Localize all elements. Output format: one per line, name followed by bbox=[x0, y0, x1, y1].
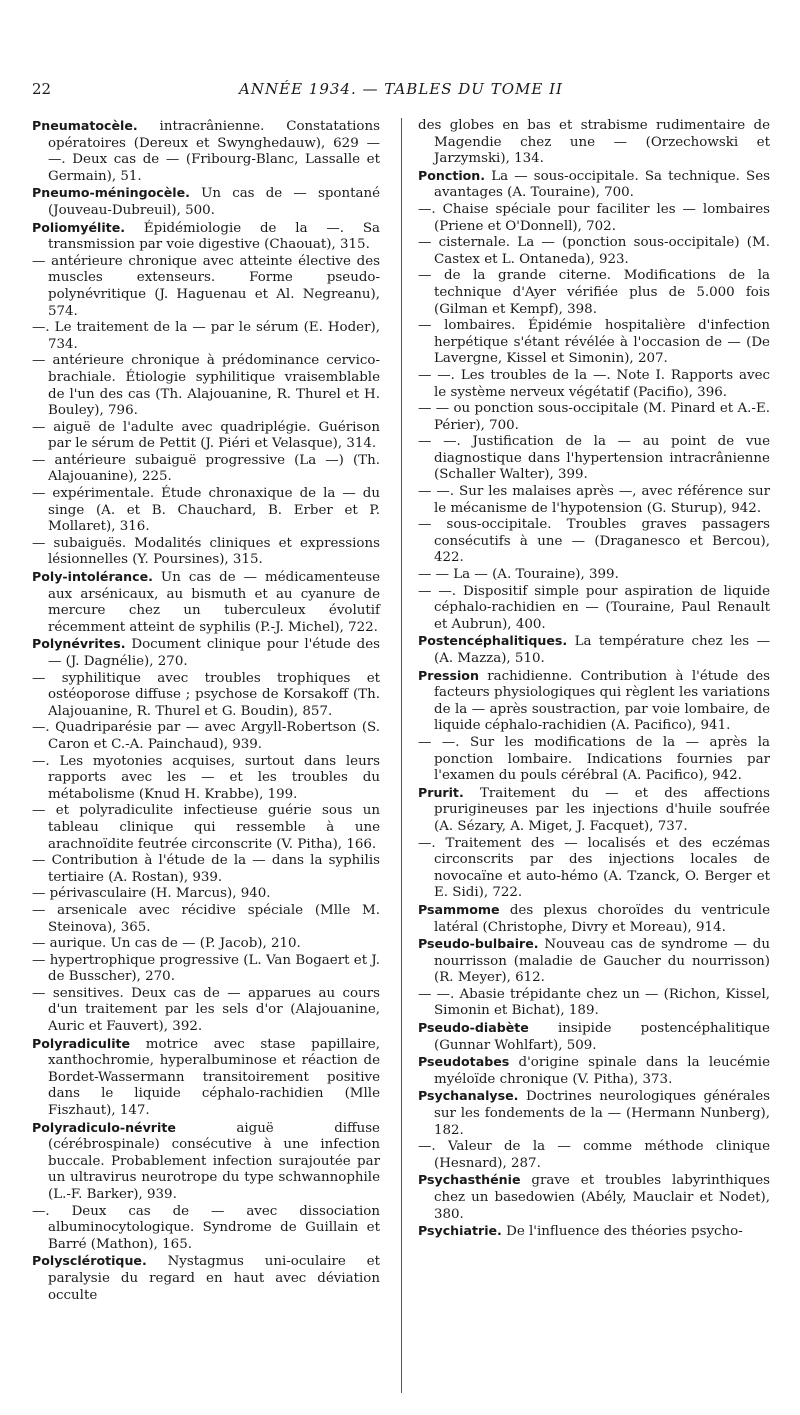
column-divider bbox=[401, 118, 402, 1393]
entry-headword: Ponction. bbox=[418, 167, 486, 183]
index-entry bbox=[418, 368, 770, 401]
entry-text: — cisternale. La — (ponction sous-occipitale) (M. Castex et L. Ontaneda), 923. bbox=[418, 235, 770, 267]
running-title: ANNÉE 1934. — TABLES DU TOME II bbox=[239, 80, 563, 98]
index-entry bbox=[418, 836, 770, 902]
index-entry bbox=[418, 1223, 770, 1241]
entry-headword: Psammome bbox=[418, 901, 500, 917]
entry-text: aiguë diffuse (cérébrospinale) consécutive à une infection buccale. Probablement infection surajoutée par un ultravirus neurotrope du type schwannophile (L.-F. Barker), 939. bbox=[48, 1120, 380, 1202]
entry-headword: Postencéphalitiques. bbox=[418, 633, 568, 649]
entry-headword: Prurit. bbox=[418, 784, 464, 800]
entry-headword: Pneumatocèle. bbox=[32, 118, 138, 133]
entry-text: — —. Sur les malaises après —, avec référence sur le mécanisme de l'hypotension (G. Sturup), 942. bbox=[418, 484, 770, 516]
entry-text: — périvasculaire (H. Marcus), 940. bbox=[32, 886, 271, 902]
entry-headword: Pseudo-diabète bbox=[418, 1020, 529, 1036]
index-entry bbox=[418, 434, 770, 484]
index-entry bbox=[418, 567, 770, 584]
index-entry bbox=[418, 484, 770, 517]
entry-text: — sous-occipitale. Troubles graves passagers consécutifs à une — (Draganesco et Bercou), 422. bbox=[418, 517, 770, 566]
entry-text: Un cas de — médicamenteuse aux arsénicaux, au bismuth et au cyanure de mercure chez un tuberculeux évolutif récemment atteint de syphilis (P.-J. Michel), 722. bbox=[48, 570, 380, 635]
index-entry bbox=[418, 401, 770, 434]
entry-text: — Contribution à l'étude de la — dans la syphilis tertiaire (A. Rostan), 939. bbox=[32, 853, 380, 885]
entry-text: — arsenicale avec récidive spéciale (Mlle M. Steinova), 365. bbox=[32, 902, 380, 935]
entry-headword: Pression bbox=[418, 667, 479, 683]
index-entry bbox=[32, 1204, 380, 1254]
entry-text: —. Valeur de la — comme méthode clinique (Hesnard), 287. bbox=[418, 1139, 770, 1171]
entry-text: La température chez les — (A. Mazza), 510. bbox=[434, 634, 770, 666]
index-entry bbox=[32, 754, 380, 804]
index-entry bbox=[418, 987, 770, 1020]
index-entry bbox=[32, 569, 380, 636]
entry-text: des plexus choroïdes du ventricule latéral (Christophe, Divry et Moreau), 914. bbox=[434, 902, 770, 935]
index-entry bbox=[418, 1139, 770, 1172]
index-entry bbox=[418, 517, 770, 567]
index-entry bbox=[32, 953, 380, 986]
entry-headword: Psychiatrie. bbox=[418, 1223, 502, 1239]
index-entry bbox=[418, 902, 770, 936]
index-entry bbox=[418, 668, 770, 735]
page-number: 22 bbox=[32, 80, 52, 98]
index-entry bbox=[32, 420, 380, 453]
index-entry bbox=[32, 185, 380, 219]
index-entry bbox=[32, 536, 380, 569]
entry-text: — aiguë de l'adulte avec quadriplégie. Guérison par le sérum de Pettit (J. Piéri et Velasque), 314. bbox=[32, 419, 380, 452]
index-entry bbox=[32, 353, 380, 419]
entry-text: — antérieure chronique à prédominance cervico-brachiale. Étiologie syphilitique vraisemblable de l'un des cas (Th. Alajouanine, R. Thurel et H. Bouley), 796. bbox=[32, 353, 380, 419]
entry-text: Nystagmus uni-oculaire et paralysie du regard en haut avec déviation occulte bbox=[48, 1254, 380, 1303]
index-entry bbox=[418, 936, 770, 987]
entry-text: —. Les myotonies acquises, surtout dans leurs rapports avec les — et les troubles du métabolisme (Knud H. Krabbe), 199. bbox=[32, 753, 380, 802]
entry-text: Nouveau cas de syndrome — du nourrisson (maladie de Gaucher du nourrisson) (R. Meyer), 612. bbox=[434, 937, 770, 986]
entry-headword: Pseudo-bulbaire. bbox=[418, 936, 539, 952]
entry-text: — lombaires. Épidémie hospitalière d'infection herpétique s'étant révélée à l'occasion de — (De Lavergne, Kissel et Simonin), 207. bbox=[418, 318, 770, 367]
entry-text: grave et troubles labyrinthiques chez un basedowien (Abély, Mauclair et Nodet), 380. bbox=[434, 1173, 770, 1222]
entry-text: — aurique. Un cas de — (P. Jacob), 210. bbox=[32, 936, 301, 952]
entry-text: Document clinique pour l'étude des — (J. Dagnélie), 270. bbox=[48, 637, 380, 669]
index-entry bbox=[32, 853, 380, 886]
index-entry bbox=[32, 254, 380, 320]
entry-headword: Polyradiculite bbox=[32, 1035, 131, 1051]
entry-headword: Polysclérotique. bbox=[32, 1253, 147, 1269]
right-column bbox=[418, 118, 770, 1241]
entry-text: — — ou ponction sous-occipitale (M. Pinard et A.-E. Périer), 700. bbox=[418, 401, 770, 433]
entry-text: — hypertrophique progressive (L. Van Bogaert et J. de Busscher), 270. bbox=[32, 952, 380, 985]
entry-text: rachidienne. Contribution à l'étude des facteurs physiologiques qui règlent les variations de la — après soustraction, par voie lombaire, de liquide céphalo-rachidien (A. Pacifico), 941. bbox=[434, 668, 770, 734]
entry-headword: Pneumo-méningocèle. bbox=[32, 185, 190, 201]
index-entry bbox=[32, 636, 380, 670]
index-entry bbox=[32, 671, 380, 721]
index-entry bbox=[418, 268, 770, 318]
entry-text: — de la grande citerne. Modifications de la technique d'Ayer vérifiée plus de 5.000 fois (Gilman et Kempf), 398. bbox=[418, 268, 770, 317]
entry-text: — —. Dispositif simple pour aspiration de liquide céphalo-rachidien en — (Touraine, Paul Renault et Aubrun), 400. bbox=[418, 583, 770, 632]
entry-text: — expérimentale. Étude chronaxique de la — du singe (A. et B. Chauchard, B. Erber et P. Mollaret), 316. bbox=[32, 486, 380, 535]
index-entry bbox=[32, 453, 380, 486]
entry-text: —. Chaise spéciale pour faciliter les — lombaires (Priene et O'Donnell), 702. bbox=[418, 201, 770, 234]
entry-headword: Polynévrites. bbox=[32, 636, 126, 652]
index-entry bbox=[32, 803, 380, 853]
entry-text: — —. Justification de la — au point de vue diagnostique dans l'hypertension intracrânienne (Schaller Walter), 399. bbox=[418, 434, 770, 483]
entry-headword: Polyradiculo-névrite bbox=[32, 1119, 176, 1135]
index-entry bbox=[32, 886, 380, 903]
entry-text: —. Deux cas de — avec dissociation albuminocytologique. Syndrome de Guillain et Barré (Mathon), 165. bbox=[32, 1203, 380, 1252]
index-entry bbox=[32, 936, 380, 953]
index-entry bbox=[32, 320, 380, 353]
entry-headword: Psychasthénie bbox=[418, 1172, 521, 1188]
index-entry bbox=[418, 1088, 770, 1139]
index-entry bbox=[418, 584, 770, 634]
left-column bbox=[32, 118, 380, 1304]
entry-text: Traitement du — et des affections prurigineuses par les injections d'huile soufrée (A. Sézary, A. Miget, J. Facquet), 737. bbox=[434, 785, 770, 834]
entry-text: insipide postencéphalitique (Gunnar Wohlfart), 509. bbox=[434, 1021, 770, 1053]
index-entry bbox=[32, 903, 380, 936]
entry-text: — —. Les troubles de la —. Note I. Rapports avec le système nerveux végétatif (Pacifio), 396. bbox=[418, 367, 770, 400]
entry-headword: Poly-intolérance. bbox=[32, 569, 153, 585]
entry-text: — antérieure chronique avec atteinte élective des muscles extenseurs. Forme pseudo-polynévritique (J. Haguenau et Al. Negreanu), 574. bbox=[32, 253, 380, 319]
entry-text: — antérieure subaiguë progressive (La —) (Th. Alajouanine), 225. bbox=[32, 452, 380, 485]
index-entry bbox=[418, 318, 770, 368]
entry-text: d'origine spinale dans la leucémie myéloïde chronique (V. Pitha), 373. bbox=[434, 1055, 770, 1087]
entry-text: — syphilitique avec troubles trophiques et ostéoporose diffuse ; psychose de Korsakoff (Th. Alajouanine, R. Thurel et G. Boudin), 857. bbox=[32, 670, 380, 719]
entry-text: Épidémiologie de la —. Sa transmission par voie digestive (Chaouat), 315. bbox=[48, 220, 380, 253]
index-entry bbox=[32, 118, 380, 185]
index-entry bbox=[418, 785, 770, 836]
entry-text: —. Quadriparésie par — avec Argyll-Robertson (S. Caron et C.-A. Painchaud), 939. bbox=[32, 720, 380, 752]
entry-text: —. Traitement des — localisés et des eczémas circonscrits par des injections locales de novocaïne et auto-hémo (A. Tzanck, O. Berger et E. Sidi), 722. bbox=[418, 835, 770, 901]
index-entry bbox=[32, 220, 380, 254]
entry-text: Un cas de — spontané (Jouveau-Dubreuil), 500. bbox=[48, 186, 380, 218]
entry-text: — — La — (A. Touraine), 399. bbox=[418, 567, 619, 583]
entry-text: De l'influence des théories psycho- bbox=[501, 1224, 743, 1240]
entry-text: La — sous-occipitale. Sa technique. Ses avantages (A. Touraine), 700. bbox=[434, 168, 770, 201]
index-entry bbox=[32, 720, 380, 753]
index-entry bbox=[418, 118, 770, 168]
index-entry bbox=[418, 202, 770, 235]
index-entry bbox=[32, 1036, 380, 1120]
page-header bbox=[32, 80, 770, 104]
index-entry bbox=[418, 1020, 770, 1054]
index-entry bbox=[418, 633, 770, 667]
entry-text: des globes en bas et strabisme rudimentaire de Magendie chez une — (Orzechowski et Jarzymski), 134. bbox=[418, 118, 770, 167]
index-entry bbox=[418, 735, 770, 785]
index-entry bbox=[418, 168, 770, 202]
index-entry bbox=[418, 235, 770, 268]
index-entry bbox=[32, 486, 380, 536]
entry-text: —. Le traitement de la — par le sérum (E. Hoder), 734. bbox=[32, 320, 380, 352]
entry-text: motrice avec stase papillaire, xanthochromie, hyperalbuminose et réaction de Bordet-Wassermann transitoirement positive dans le liquide céphalo-rachidien (Mlle Fiszhaut), 147. bbox=[48, 1036, 380, 1119]
entry-headword: Poliomyélite. bbox=[32, 219, 126, 235]
entry-text: — et polyradiculite infectieuse guérie sous un tableau clinique qui ressemble à une arachnoïdite feutrée circonscrite (V. Pitha), 166. bbox=[32, 803, 380, 852]
entry-headword: Psychanalyse. bbox=[418, 1088, 519, 1104]
entry-text: — —. Abasie trépidante chez un — (Richon, Kissel, Simonin et Bichat), 189. bbox=[418, 986, 770, 1019]
entry-headword: Pseudotabes bbox=[418, 1054, 510, 1070]
index-entry bbox=[32, 1120, 380, 1204]
entry-text: — sensitives. Deux cas de — apparues au cours d'un traitement par les sels d'or (Alajouanine, Auric et Fauvert), 392. bbox=[32, 985, 380, 1035]
index-entry bbox=[418, 1172, 770, 1223]
index-entry bbox=[32, 986, 380, 1036]
entry-text: intracrânienne. Constatations opératoires (Dereux et Swynghedauw), 629 — —. Deux cas de — (Fribourg-Blanc, Lassalle et Germain), 51. bbox=[48, 119, 380, 184]
entry-text: Doctrines neurologiques générales sur les fondements de la — (Hermann Nunberg), 182. bbox=[434, 1089, 770, 1138]
entry-text: — subaiguës. Modalités cliniques et expressions lésionnelles (Y. Poursines), 315. bbox=[32, 535, 380, 568]
index-entry bbox=[32, 1253, 380, 1304]
index-entry bbox=[418, 1054, 770, 1088]
entry-text: — —. Sur les modifications de la — après la ponction lombaire. Indications fournies par l'examen du pouls cérébral (A. Pacifico), 942. bbox=[418, 734, 770, 784]
